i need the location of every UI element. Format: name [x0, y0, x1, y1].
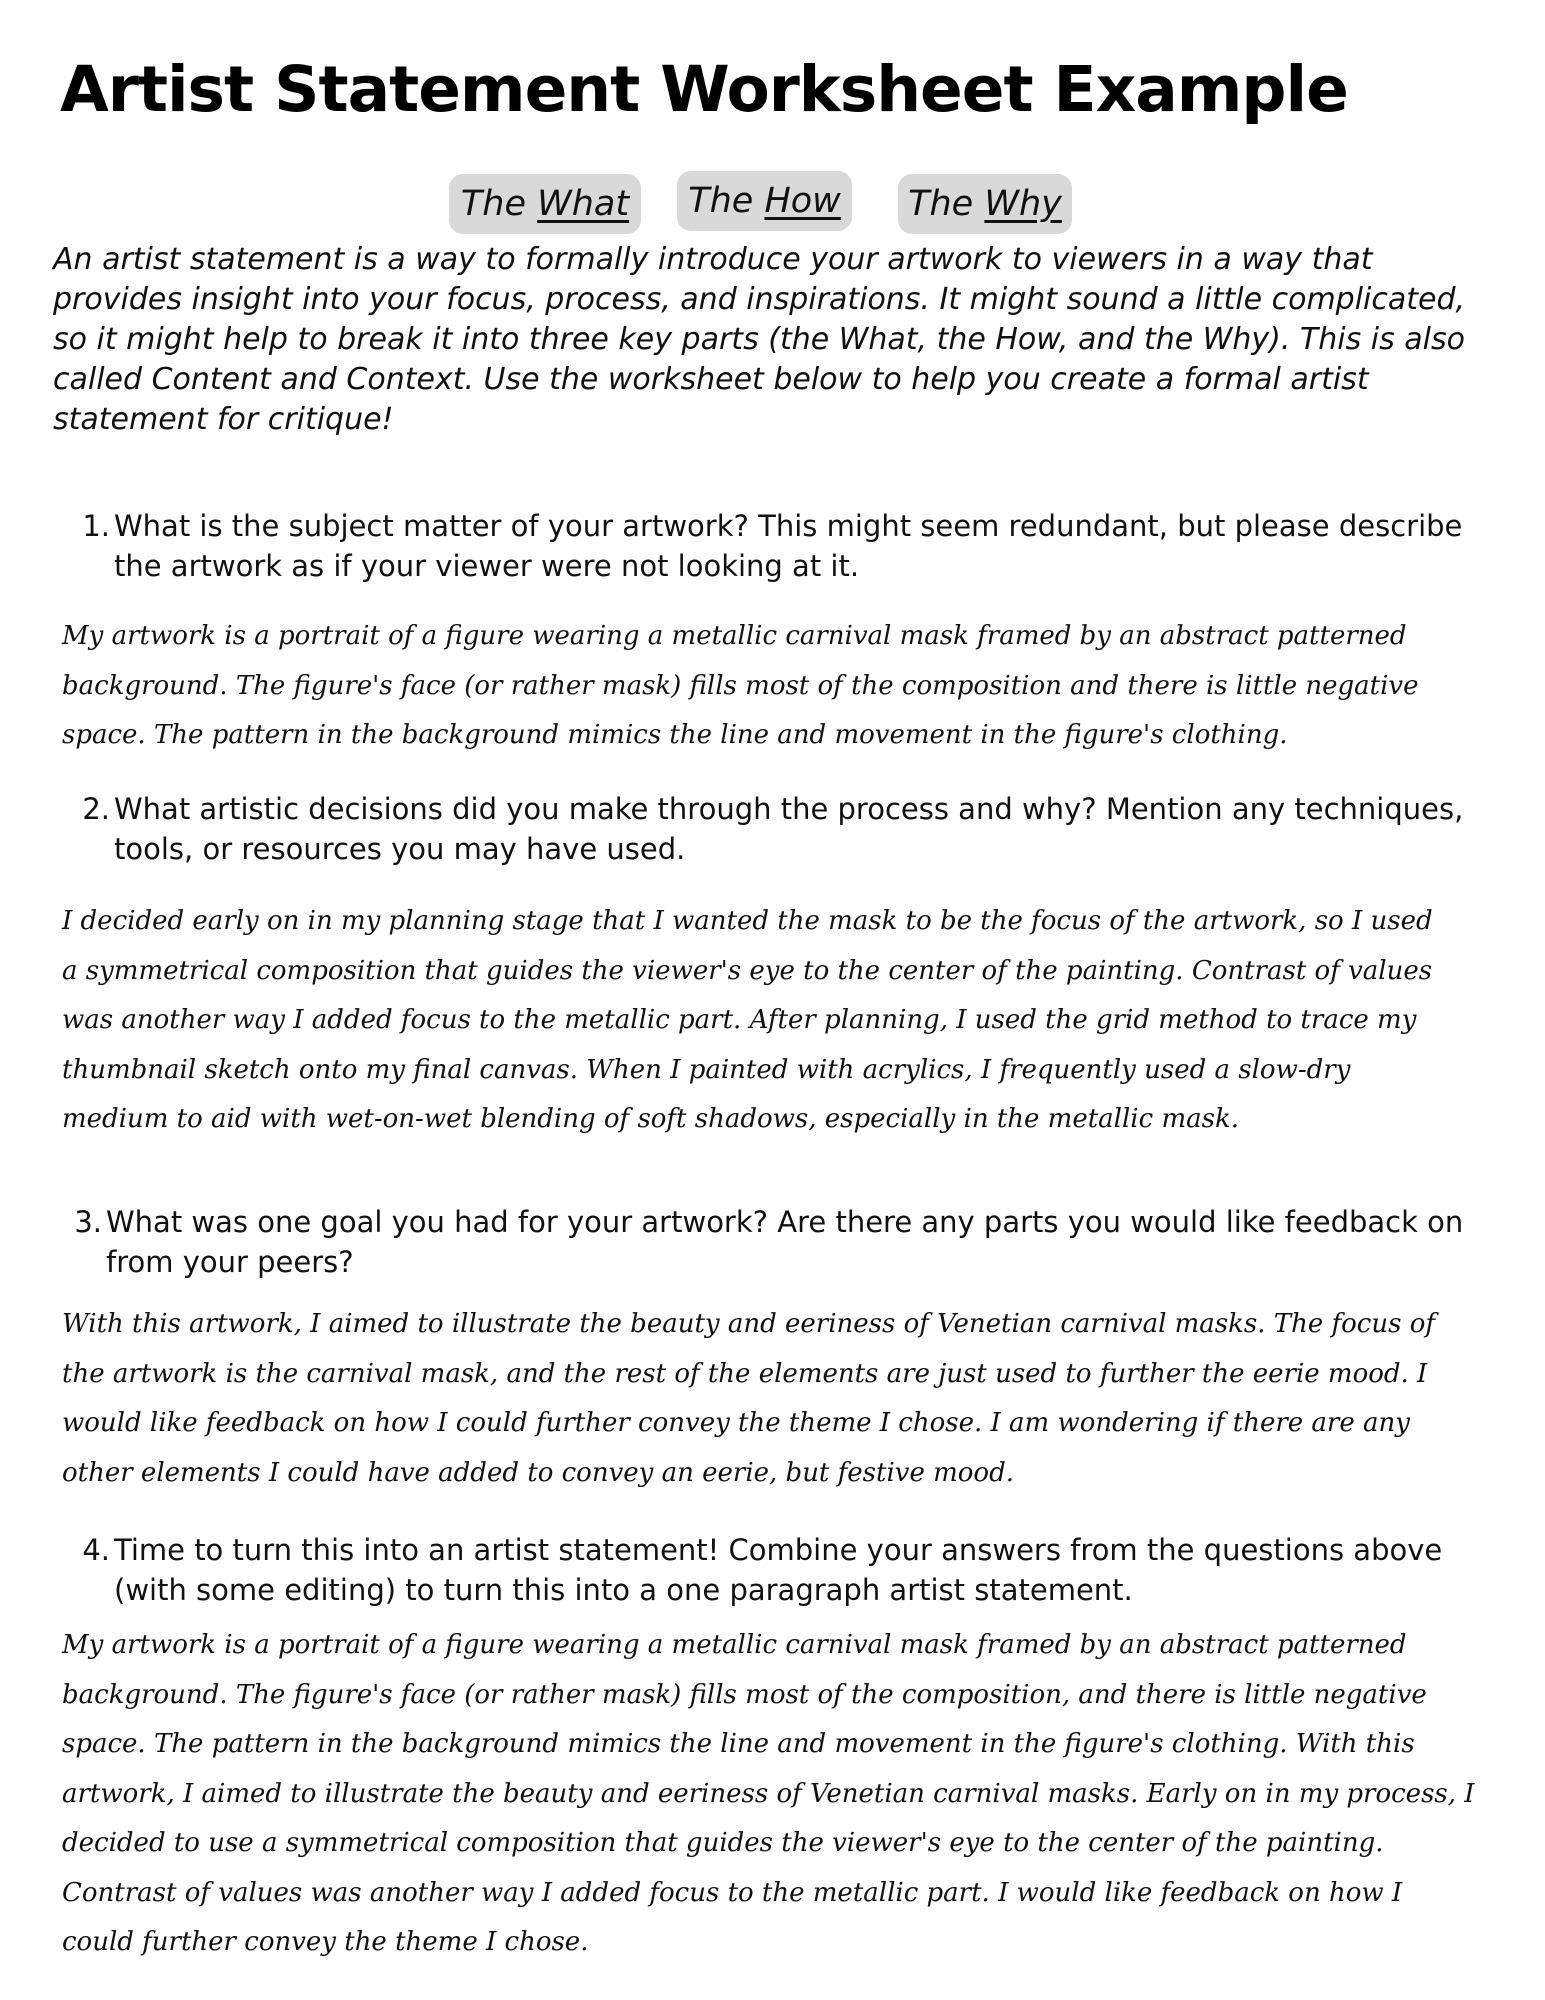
tab-how-keyword: How	[764, 181, 841, 221]
question-1	[82, 506, 1494, 586]
question-number: 3.	[74, 1205, 102, 1239]
question-text: Time to turn this into an artist statement! Combine your answers from the questions above (with some editing) to turn this into a one paragraph artist statement.	[114, 1533, 1443, 1607]
question-number: 1.	[82, 509, 110, 543]
answer-2: I decided early on in my planning stage that I wanted the mask to be the focus of the artwork, so I used a symmetrical composition that guides the viewer's eye to the center of the painting. Contrast of values was another way I added focus to the metallic part. After planning, I used the grid method to trace my thumbnail sketch onto my final canvas. When I painted with acrylics, I frequently used a slow-dry medium to aid with wet-on-wet blending of soft shadows, especially in the metallic mask.	[62, 906, 1433, 1134]
tab-how-prefix: The	[688, 181, 754, 221]
question-3	[74, 1202, 1496, 1282]
intro-paragraph: An artist statement is a way to formally introduce your artwork to viewers in a way that provides insight into your focus, process, and inspirations. It might sound a little complicated, so it might help to break it into three key parts (the What, the How, and the Why). This is also called Content and Context. Use the worksheet below to help you create a formal artist statement for critique!	[53, 242, 1466, 437]
tab-what-prefix: The	[460, 184, 526, 224]
tab-what	[449, 174, 641, 234]
question-number: 2.	[82, 792, 110, 826]
tab-why-prefix: The	[908, 184, 974, 224]
question-text: What artistic decisions did you make through the process and why? Mention any techniques, tools, or resources you may have used.	[114, 792, 1464, 866]
answer-1: My artwork is a portrait of a figure wearing a metallic carnival mask framed by an abstract patterned background. The figure's face (or rather mask) fills most of the composition and there is little negative space. The pattern in the background mimics the line and movement in the figure's clothing.	[62, 621, 1419, 750]
question-2	[82, 789, 1494, 869]
tab-why-keyword: Why	[984, 184, 1062, 224]
question-text: What is the subject matter of your artwork? This might seem redundant, but please describe the artwork as if your viewer were not looking at it.	[114, 509, 1463, 583]
answer-4: My artwork is a portrait of a figure wearing a metallic carnival mask framed by an abstract patterned background. The figure's face (or rather mask) fills most of the composition, and there is little negative space. The pattern in the background mimics the line and movement in the figure's clothing. With this artwork, I aimed to illustrate the beauty and eeriness of Venetian carnival masks. Early on in my process, I decided to use a symmetrical composition that guides the viewer's eye to the center of the painting. Contrast of values was another way I added focus to the metallic part. I would like feedback on how I could further convey the theme I chose.	[62, 1630, 1475, 1957]
tab-why	[898, 174, 1072, 234]
question-number: 4.	[82, 1533, 110, 1567]
page-title: Artist Statement Worksheet Example	[60, 53, 1348, 126]
question-4	[82, 1530, 1494, 1610]
answer-3: With this artwork, I aimed to illustrate the beauty and eeriness of Venetian carnival masks. The focus of the artwork is the carnival mask, and the rest of the elements are just used to further the eerie mood. I would like feedback on how I could further convey the theme I chose. I am wondering if there are any other elements I could have added to convey an eerie, but festive mood.	[62, 1309, 1435, 1488]
tab-how	[677, 171, 852, 231]
question-text: What was one goal you had for your artwork? Are there any parts you would like feedback on from your peers?	[106, 1205, 1464, 1279]
tab-what-keyword: What	[537, 184, 630, 224]
